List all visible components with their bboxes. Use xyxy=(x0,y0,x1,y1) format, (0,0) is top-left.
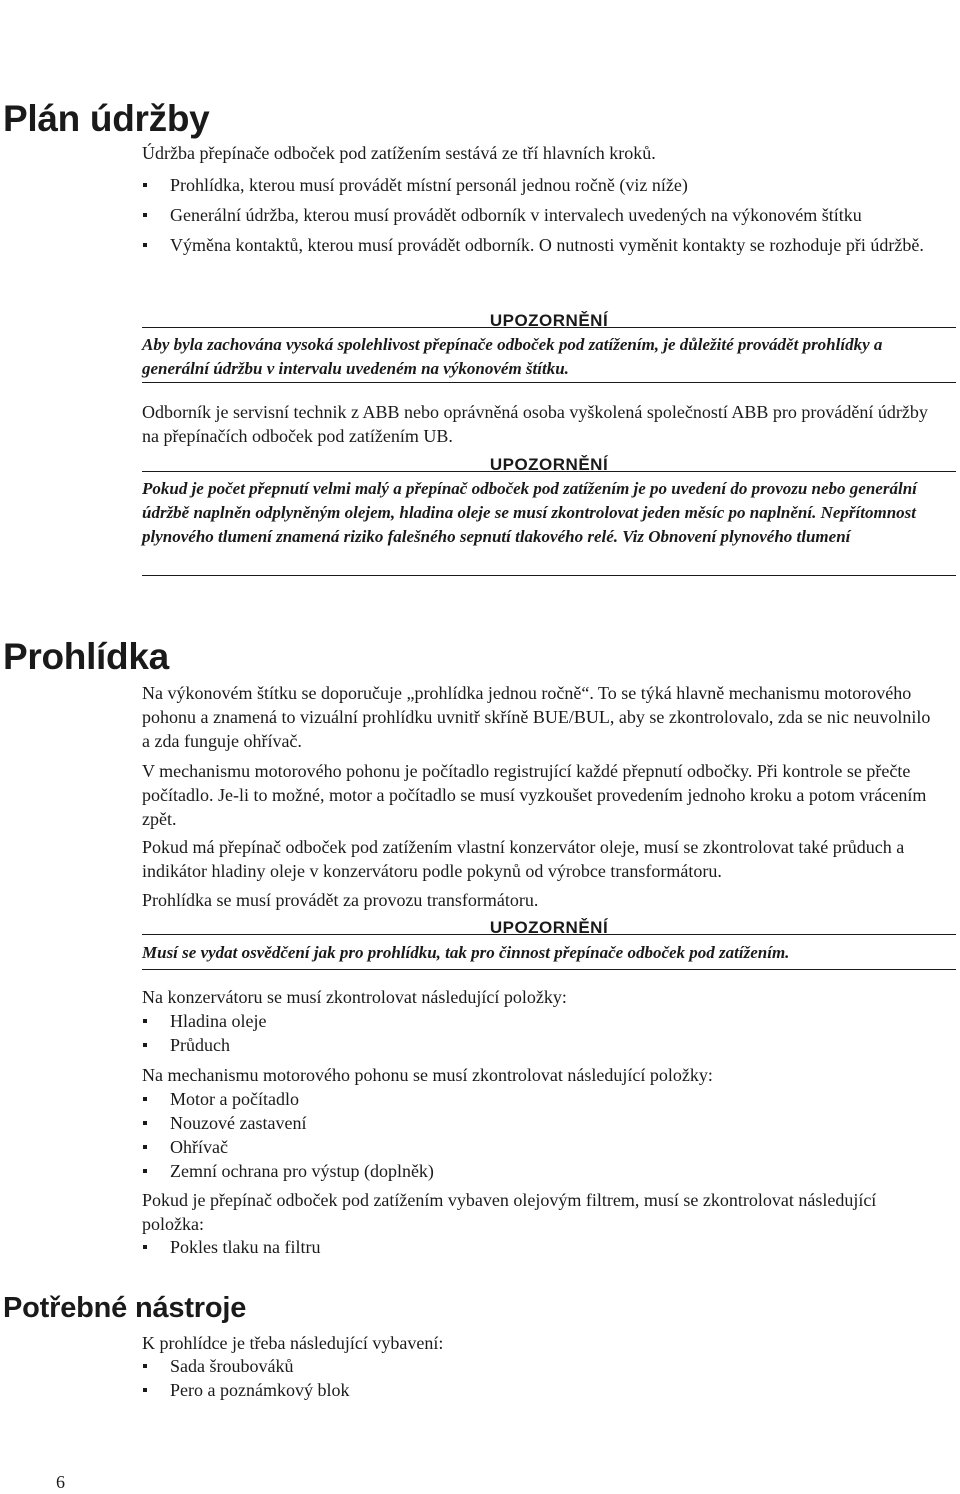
page-number: 6 xyxy=(56,1472,65,1492)
inspection-para-4: Prohlídka se musí provádět za provozu transformátoru. xyxy=(142,890,539,910)
list-item: Zemní ochrana pro výstup (doplněk) xyxy=(142,1159,942,1183)
plan-steps-list xyxy=(142,173,942,257)
filter-items-list xyxy=(142,1235,942,1259)
list-item: Prohlídka, kterou musí provádět místní personál jednou ročně (viz níže) xyxy=(142,173,942,197)
list-item: Nouzové zastavení xyxy=(142,1111,942,1135)
list-item: Generální údržba, kterou musí provádět odborník v intervalech uvedených na výkonovém štítku xyxy=(142,203,942,227)
tools-intro: K prohlídce je třeba následující vybavení: xyxy=(142,1333,444,1353)
plan-intro: Údržba přepínače odboček pod zatížením sestává ze tří hlavních kroků. xyxy=(142,143,656,163)
list-item: Sada šroubováků xyxy=(142,1354,942,1378)
warning-label: UPOZORNĚNÍ xyxy=(489,455,609,474)
warning-text: Pokud je počet přepnutí velmi malý a přepínač odboček pod zatížením je po uvedení do provozu nebo generální údržbě naplněn odplyněným olejem, hladina oleje se musí zkontrolovat jeden měsíc po naplnění. Nepřítomnost plynového tlumení znamená riziko falešného sepnutí tlakového relé. Viz Obnovení plynového tlumení xyxy=(142,479,917,546)
filter-intro: Pokud je přepínač odboček pod zatížením vybaven olejovým filtrem, musí se zkontrolovat následující položka: xyxy=(142,1190,877,1234)
section-title-inspection: Prohlídka xyxy=(3,636,169,677)
inspection-para-2: V mechanismu motorového pohonu je počítadlo registrující každé přepnutí odbočky. Při kontrole se přečte počítadlo. Je-li to možné, motor a počítadlo se musí vyzkoušet provedením jednoho kroku a potom vrácením zpět. xyxy=(142,761,927,829)
list-item: Pokles tlaku na filtru xyxy=(142,1235,942,1259)
warning-bottom-rule xyxy=(142,382,956,383)
list-item: Průduch xyxy=(142,1033,942,1057)
section-title-tools: Potřebné nástroje xyxy=(3,1292,247,1324)
warning-top-rule xyxy=(142,471,956,472)
warning-label: UPOZORNĚNÍ xyxy=(489,918,609,937)
motor-items-list xyxy=(142,1087,942,1183)
warning-label: UPOZORNĚNÍ xyxy=(489,311,609,330)
conservator-items-list xyxy=(142,1009,942,1057)
expert-paragraph: Odborník je servisní technik z ABB nebo oprávněná osoba vyškolená společností ABB pro provádění údržby na přepínačích odboček pod zatížením UB. xyxy=(142,402,928,446)
list-item: Ohřívač xyxy=(142,1135,942,1159)
conservator-intro: Na konzervátoru se musí zkontrolovat následující položky: xyxy=(142,987,567,1007)
warning-top-rule xyxy=(142,934,956,935)
inspection-para-1: Na výkonovém štítku se doporučuje „prohlídka jednou ročně“. To se týká hlavně mechanismu motorového pohonu a znamená to vizuální prohlídku uvnitř skříně BUE/BUL, aby se zkontrolovalo, zda se nic neuvolnilo a zda funguje ohřívač. xyxy=(142,683,931,751)
warning-text: Musí se vydat osvědčení jak pro prohlídku, tak pro činnost přepínače odboček pod zatížením. xyxy=(142,943,790,962)
section-title-plan: Plán údržby xyxy=(3,98,210,139)
list-item: Pero a poznámkový blok xyxy=(142,1378,942,1402)
warning-bottom-rule xyxy=(142,969,956,970)
motor-intro: Na mechanismu motorového pohonu se musí zkontrolovat následující položky: xyxy=(142,1065,713,1085)
list-item: Výměna kontaktů, kterou musí provádět odborník. O nutnosti vyměnit kontakty se rozhoduje při údržbě. xyxy=(142,233,942,257)
warning-bottom-rule xyxy=(142,575,956,576)
warning-top-rule xyxy=(142,327,956,328)
inspection-para-3: Pokud má přepínač odboček pod zatížením vlastní konzervátor oleje, musí se zkontrolovat také průduch a indikátor hladiny oleje v konzervátoru podle pokynů od výrobce transformátoru. xyxy=(142,837,905,881)
list-item: Hladina oleje xyxy=(142,1009,942,1033)
list-item: Motor a počítadlo xyxy=(142,1087,942,1111)
tools-items-list xyxy=(142,1354,942,1402)
warning-text: Aby byla zachována vysoká spolehlivost přepínače odboček pod zatížením, je důležité provádět prohlídky a generální údržbu v intervalu uvedeném na výkonovém štítku. xyxy=(142,335,883,378)
